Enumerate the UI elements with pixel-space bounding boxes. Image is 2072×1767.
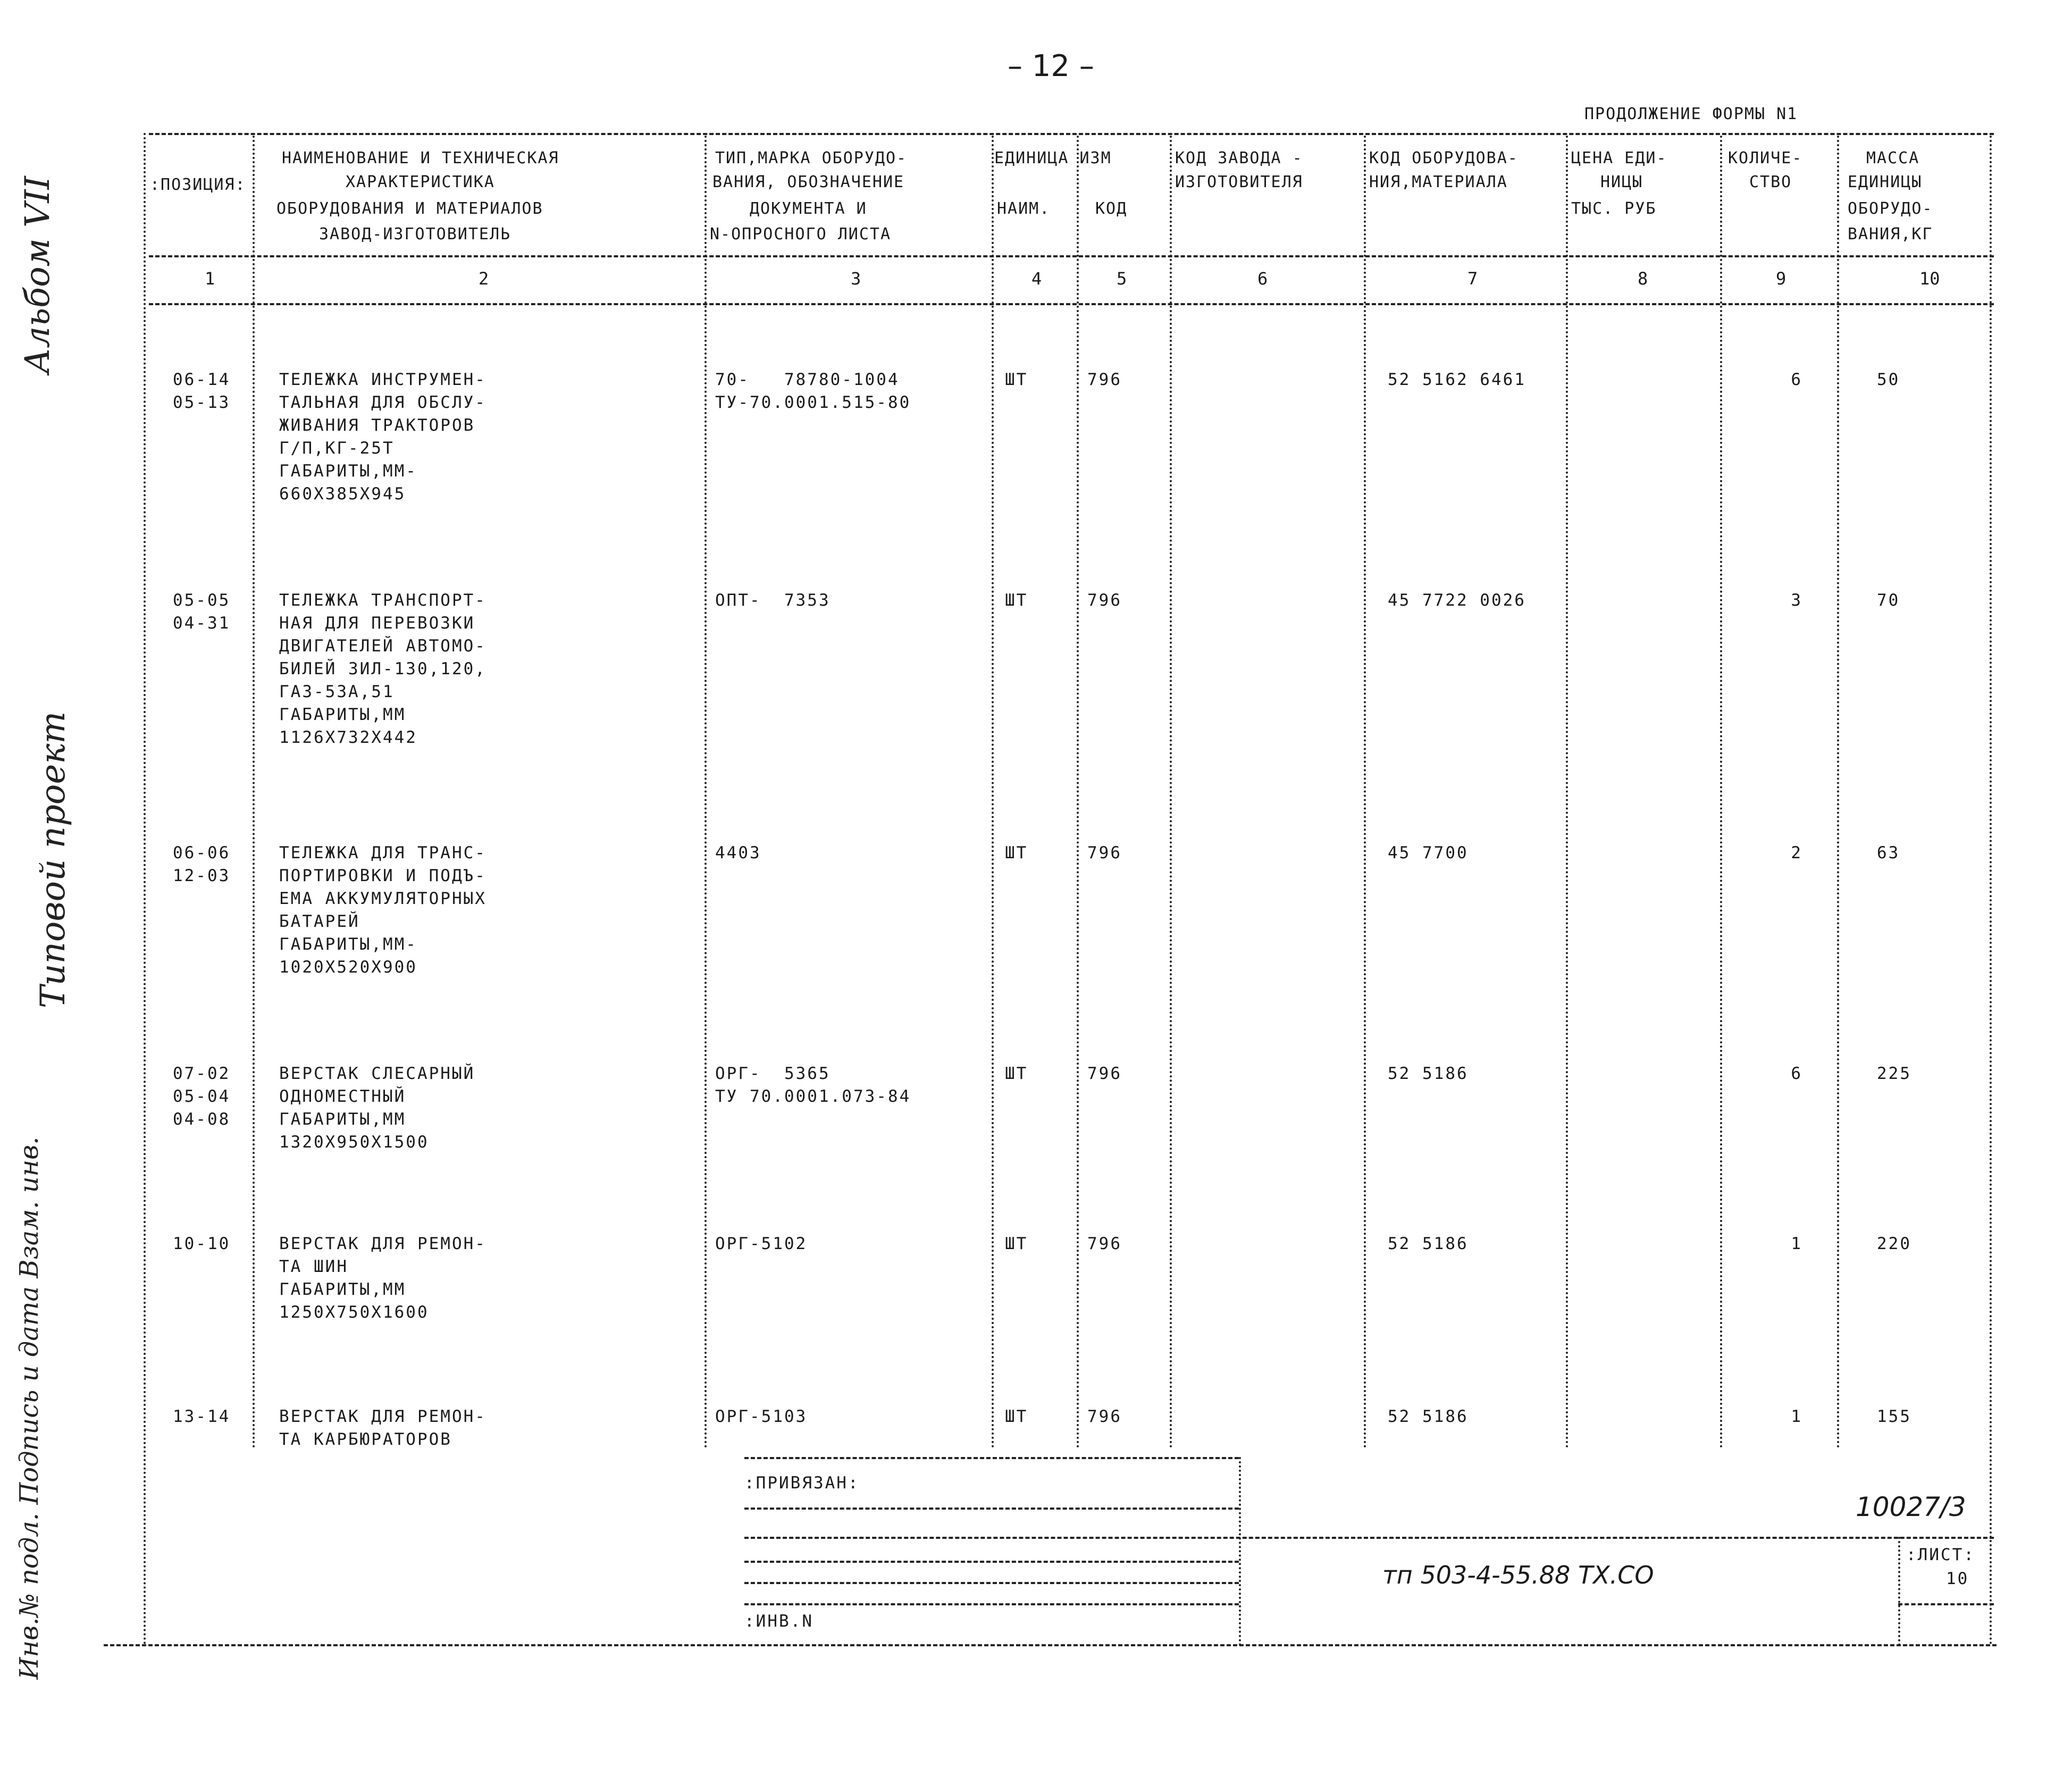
- stamp-rule: [1898, 1603, 1994, 1605]
- row-type: ТУ-70.0001.515-80: [715, 393, 911, 412]
- row-name: ГАЗ-53А,51: [279, 682, 395, 701]
- row-name: 1250Х750Х1600: [279, 1303, 429, 1322]
- colnum-8: 8: [1638, 269, 1648, 289]
- stamp-rule: [744, 1508, 1239, 1510]
- row-name: 1020Х520Х900: [279, 958, 417, 977]
- row-name: ГАБАРИТЫ,ММ: [279, 1110, 406, 1129]
- page-number: – 12 –: [1008, 49, 1094, 83]
- row-unit: ШТ: [1005, 1407, 1028, 1426]
- col-sep-5: [1170, 136, 1172, 1449]
- header-unit-code: КОД: [1095, 199, 1128, 218]
- row-name: ТЕЛЕЖКА ИНСТРУМЕН-: [279, 370, 486, 389]
- row-name: ТЕЛЕЖКА ДЛЯ ТРАНС-: [279, 843, 486, 862]
- col-sep-6: [1364, 136, 1366, 1449]
- rule-left-margin: [144, 133, 146, 1646]
- colnum-9: 9: [1776, 269, 1786, 289]
- row-name: 660Х385Х945: [279, 484, 406, 504]
- stamp-rule: [744, 1603, 1239, 1605]
- rule-colnum-bottom: [149, 303, 1994, 305]
- header-equip-1: КОД ОБОРУДОВА-: [1369, 149, 1519, 168]
- stamp-privyazan: :ПРИВЯЗАН:: [744, 1473, 860, 1493]
- col-sep-1: [253, 136, 255, 1449]
- row-position: 05-04: [173, 1087, 231, 1106]
- colnum-2: 2: [479, 269, 489, 289]
- row-qty: 2: [1791, 843, 1802, 862]
- row-name: ГАБАРИТЫ,ММ: [279, 1280, 406, 1299]
- row-type: 4403: [715, 843, 761, 862]
- row-mass: 50: [1877, 370, 1900, 389]
- row-type: ОРГ-5102: [715, 1234, 808, 1253]
- row-name: ТА ШИН: [279, 1257, 348, 1276]
- row-name: Г/П,КГ-25Т: [279, 439, 395, 458]
- row-name: 1320Х950Х1500: [279, 1133, 429, 1152]
- header-unit: ЕДИНИЦА ИЗМ: [994, 149, 1112, 168]
- row-code: 796: [1087, 591, 1122, 610]
- row-equip-code: 45 7722 0026: [1388, 591, 1526, 610]
- row-type: ОРГ-5103: [715, 1407, 808, 1426]
- row-mass: 225: [1877, 1064, 1911, 1083]
- row-code: 796: [1087, 370, 1122, 389]
- header-price-2: НИЦЫ: [1600, 173, 1643, 191]
- col-sep-2: [704, 136, 707, 1449]
- header-unit-name: НАИМ.: [997, 199, 1051, 218]
- continuation-label: ПРОДОЛЖЕНИЕ ФОРМЫ N1: [1584, 105, 1798, 123]
- header-qty-1: КОЛИЧЕ-: [1728, 149, 1803, 168]
- stamp-doc-code: тп 503-4-55.88 ТХ.СО: [1382, 1561, 1654, 1589]
- row-type: ТУ 70.0001.073-84: [715, 1087, 911, 1106]
- row-name: ОДНОМЕСТНЫЙ: [279, 1087, 406, 1106]
- header-pos: :ПОЗИЦИЯ:: [150, 175, 246, 194]
- row-name: ТАЛЬНАЯ ДЛЯ ОБСЛУ-: [279, 393, 486, 412]
- row-name: ТА КАРБЮРАТОРОВ: [279, 1430, 452, 1449]
- side-label-album: Альбом VII: [18, 176, 57, 374]
- row-equip-code: 52 5162 6461: [1388, 370, 1526, 389]
- side-label-stamp: Инв.№ подл. Подпись и дата Взам. инв.: [14, 1136, 44, 1680]
- row-position: 05-13: [173, 393, 231, 412]
- colnum-10: 10: [1919, 269, 1940, 289]
- col-sep-7: [1566, 136, 1568, 1449]
- stamp-rule: [744, 1561, 1239, 1563]
- row-equip-code: 52 5186: [1388, 1064, 1469, 1083]
- row-equip-code: 52 5186: [1388, 1407, 1469, 1426]
- row-position: 04-08: [173, 1110, 231, 1129]
- header-price-1: ЦЕНА ЕДИ-: [1571, 149, 1667, 168]
- row-qty: 6: [1791, 1064, 1802, 1083]
- header-factory-2: ИЗГОТОВИТЕЛЯ: [1175, 173, 1303, 191]
- header-name-4: ЗАВОД-ИЗГОТОВИТЕЛЬ: [319, 225, 511, 244]
- col-sep-8: [1720, 136, 1722, 1449]
- side-label-project: Типовой проект: [33, 711, 73, 1009]
- row-position: 12-03: [173, 866, 231, 885]
- row-name: ДВИГАТЕЛЕЙ АВТОМО-: [279, 637, 486, 656]
- row-name: ВЕРСТАК ДЛЯ РЕМОН-: [279, 1407, 486, 1426]
- row-code: 796: [1087, 1234, 1122, 1253]
- col-sep-3: [992, 136, 994, 1449]
- stamp-rule: [744, 1582, 1239, 1584]
- row-name: ЕМА АККУМУЛЯТОРНЫХ: [279, 889, 486, 908]
- colnum-4: 4: [1031, 269, 1042, 289]
- stamp-rule: [744, 1537, 1994, 1539]
- stamp-sheet-label: :ЛИСТ:: [1906, 1545, 1975, 1564]
- row-name: ГАБАРИТЫ,ММ: [279, 705, 406, 724]
- row-mass: 220: [1877, 1234, 1911, 1253]
- header-type-4: N-ОПРОСНОГО ЛИСТА: [710, 225, 892, 244]
- row-type: ОПТ- 7353: [715, 591, 831, 610]
- stamp-sep: [1239, 1457, 1241, 1646]
- row-name: НАЯ ДЛЯ ПЕРЕВОЗКИ: [279, 614, 475, 633]
- row-position: 13-14: [173, 1407, 231, 1426]
- rule-bottom: [104, 1644, 1996, 1646]
- row-position: 10-10: [173, 1234, 231, 1253]
- row-unit: ШТ: [1005, 370, 1028, 389]
- row-qty: 1: [1791, 1234, 1802, 1253]
- header-equip-2: НИЯ,МАТЕРИАЛА: [1369, 173, 1508, 191]
- header-mass-3: ОБОРУДО-: [1848, 199, 1933, 218]
- stamp-inv: :ИНВ.N: [744, 1612, 813, 1631]
- colnum-6: 6: [1257, 269, 1268, 289]
- row-name: БИЛЕЙ ЗИЛ-130,120,: [279, 659, 486, 679]
- header-name-3: ОБОРУДОВАНИЯ И МАТЕРИАЛОВ: [276, 199, 543, 218]
- row-unit: ШТ: [1005, 843, 1028, 862]
- row-equip-code: 45 7700: [1388, 843, 1469, 862]
- row-type: 70- 78780-1004: [715, 370, 900, 389]
- row-code: 796: [1087, 1064, 1122, 1083]
- stamp-sep: [1898, 1537, 1900, 1646]
- row-name: ГАБАРИТЫ,ММ-: [279, 462, 417, 481]
- colnum-1: 1: [205, 269, 215, 289]
- rule-top: [149, 133, 1994, 135]
- row-name: ЖИВАНИЯ ТРАКТОРОВ: [279, 416, 475, 435]
- header-name-2: ХАРАКТЕРИСТИКА: [346, 173, 495, 191]
- header-name-1: НАИМЕНОВАНИЕ И ТЕХНИЧЕСКАЯ: [282, 149, 559, 168]
- row-unit: ШТ: [1005, 591, 1028, 610]
- header-mass-4: ВАНИЯ,КГ: [1848, 225, 1933, 244]
- row-position: 05-05: [173, 591, 231, 610]
- header-factory-1: КОД ЗАВОДА -: [1175, 149, 1303, 168]
- row-position: 06-14: [173, 370, 231, 389]
- stamp-handwritten-number: 10027/3: [1856, 1492, 1966, 1522]
- row-unit: ШТ: [1005, 1234, 1028, 1253]
- header-type-1: ТИП,МАРКА ОБОРУДО-: [715, 149, 908, 168]
- row-code: 796: [1087, 1407, 1122, 1426]
- col-sep-10: [1990, 136, 1992, 1646]
- row-code: 796: [1087, 843, 1122, 862]
- header-price-3: ТЫС. РУБ: [1571, 199, 1657, 218]
- stamp-rule: [744, 1457, 1239, 1459]
- row-name: 1126Х732Х442: [279, 728, 417, 747]
- row-position: 06-06: [173, 843, 231, 862]
- rule-header-bottom: [149, 255, 1994, 257]
- header-qty-2: СТВО: [1749, 173, 1792, 191]
- row-name: ВЕРСТАК СЛЕСАРНЫЙ: [279, 1064, 475, 1083]
- colnum-3: 3: [851, 269, 861, 289]
- row-qty: 1: [1791, 1407, 1802, 1426]
- row-qty: 6: [1791, 370, 1802, 389]
- row-equip-code: 52 5186: [1388, 1234, 1469, 1253]
- row-qty: 3: [1791, 591, 1802, 610]
- row-position: 04-31: [173, 614, 231, 633]
- col-sep-4: [1077, 136, 1079, 1449]
- row-mass: 63: [1877, 843, 1900, 862]
- header-type-3: ДОКУМЕНТА И: [750, 199, 867, 218]
- header-type-2: ВАНИЯ, ОБОЗНАЧЕНИЕ: [712, 173, 905, 191]
- row-type: ОРГ- 5365: [715, 1064, 831, 1083]
- header-mass-2: ЕДИНИЦЫ: [1848, 173, 1923, 191]
- row-name: ГАБАРИТЫ,ММ-: [279, 935, 417, 954]
- row-unit: ШТ: [1005, 1064, 1028, 1083]
- header-mass-1: МАССА: [1866, 149, 1920, 168]
- row-name: ВЕРСТАК ДЛЯ РЕМОН-: [279, 1234, 486, 1253]
- row-name: ПОРТИРОВКИ И ПОДЪ-: [279, 866, 486, 885]
- row-mass: 155: [1877, 1407, 1911, 1426]
- row-name: БАТАРЕЙ: [279, 912, 360, 931]
- col-sep-9: [1837, 136, 1839, 1449]
- colnum-7: 7: [1467, 269, 1478, 289]
- row-position: 07-02: [173, 1064, 231, 1083]
- row-mass: 70: [1877, 591, 1900, 610]
- stamp-sheet-number: 10: [1946, 1569, 1969, 1588]
- colnum-5: 5: [1117, 269, 1127, 289]
- row-name: ТЕЛЕЖКА ТРАНСПОРТ-: [279, 591, 486, 610]
